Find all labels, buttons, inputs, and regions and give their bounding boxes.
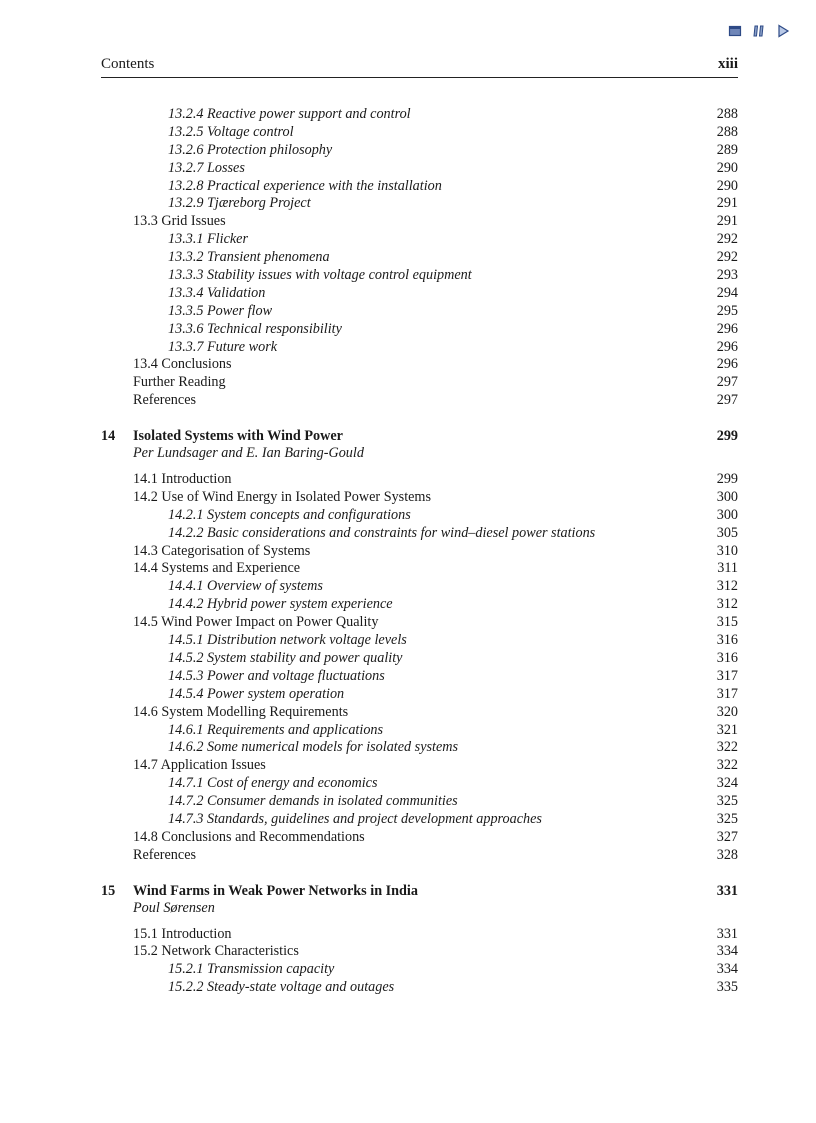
entry-title: 14.6 System Modelling Requirements bbox=[133, 703, 349, 720]
toc-subsection bbox=[101, 686, 738, 704]
toc-section bbox=[101, 489, 738, 507]
entry-title: 14.3 Categorisation of Systems bbox=[133, 542, 311, 559]
entry-title: 15.2.2 Steady-state voltage and outages bbox=[168, 979, 395, 996]
entry-title: 13.3.7 Future work bbox=[168, 338, 278, 355]
entry-page-number: 296 bbox=[716, 356, 738, 373]
entry-title: 14.2.2 Basic considerations and constraints for wind–diesel power stations bbox=[168, 524, 596, 541]
spacer bbox=[101, 410, 738, 427]
entry-page-number: 325 bbox=[716, 793, 738, 810]
entry-page-number: 297 bbox=[716, 374, 738, 391]
entry-page-number: 331 bbox=[716, 925, 738, 942]
entry-title: 15.2.1 Transmission capacity bbox=[168, 961, 335, 978]
spacer bbox=[101, 463, 738, 471]
entry-page-number: 316 bbox=[716, 632, 738, 649]
pause-icon[interactable] bbox=[752, 24, 766, 38]
entry-page-number: 290 bbox=[716, 159, 738, 176]
entry-page-number: 312 bbox=[716, 596, 738, 613]
entry-title: 14.4 Systems and Experience bbox=[133, 560, 301, 577]
toc-section bbox=[101, 356, 738, 374]
toc-subsection bbox=[101, 321, 738, 339]
entry-page-number: 288 bbox=[716, 106, 738, 122]
entry-title: 15.1 Introduction bbox=[133, 925, 232, 942]
entry-page-number: 305 bbox=[716, 524, 738, 541]
toc-subsection bbox=[101, 596, 738, 614]
entry-page-number: 322 bbox=[716, 739, 738, 756]
entry-title: 13.4 Conclusions bbox=[133, 356, 232, 373]
toc-subsection bbox=[101, 650, 738, 668]
toc-subsection bbox=[101, 507, 738, 525]
entry-title: Poul Sørensen bbox=[133, 899, 215, 916]
toc-subsection bbox=[101, 793, 738, 811]
entry-page-number: 331 bbox=[716, 882, 738, 899]
toc-subsection bbox=[101, 195, 738, 213]
toc-subsection bbox=[101, 632, 738, 650]
entry-title: 14.5.1 Distribution network voltage levels bbox=[168, 632, 407, 649]
running-head: Contents bbox=[101, 56, 155, 72]
chapter-number: 15 bbox=[101, 882, 116, 899]
toc-subsection bbox=[101, 267, 738, 285]
toc-subsection bbox=[101, 578, 738, 596]
toc-subsection bbox=[101, 285, 738, 303]
toc-subsection bbox=[101, 303, 738, 321]
entry-title: Further Reading bbox=[133, 374, 226, 391]
page-icon[interactable] bbox=[728, 24, 742, 38]
entry-page-number: 289 bbox=[716, 141, 738, 158]
entry-page-number: 320 bbox=[716, 703, 738, 720]
entry-page-number: 327 bbox=[716, 828, 738, 845]
entry-title: 15.2 Network Characteristics bbox=[133, 943, 299, 960]
entry-title: 14.2 Use of Wind Energy in Isolated Power Systems bbox=[133, 488, 431, 505]
entry-title: 14.6.2 Some numerical models for isolated systems bbox=[168, 739, 459, 756]
entry-page-number: 295 bbox=[716, 302, 738, 319]
entry-title: Per Lundsager and E. Ian Baring-Gould bbox=[133, 445, 364, 462]
entry-page-number: 291 bbox=[716, 195, 738, 212]
entry-page-number: 300 bbox=[716, 488, 738, 505]
toc-section bbox=[101, 943, 738, 961]
entry-title: 14.4.1 Overview of systems bbox=[168, 578, 323, 595]
toc-section bbox=[101, 543, 738, 561]
entry-page-number: 294 bbox=[716, 284, 738, 301]
entry-page-number: 317 bbox=[716, 667, 738, 684]
entry-page-number: 288 bbox=[716, 123, 738, 140]
entry-title: 14.5 Wind Power Impact on Power Quality bbox=[133, 614, 379, 631]
entry-page-number: 335 bbox=[716, 979, 738, 996]
toc-section bbox=[101, 213, 738, 231]
entry-title: 13.3.5 Power flow bbox=[168, 302, 273, 319]
entry-page-number: 312 bbox=[716, 578, 738, 595]
entry-page-number: 299 bbox=[716, 471, 738, 488]
entry-page-number: 310 bbox=[716, 542, 738, 559]
entry-page-number: 296 bbox=[716, 338, 738, 355]
entry-page-number: 291 bbox=[716, 213, 738, 230]
entry-page-number: 324 bbox=[716, 775, 738, 792]
entry-title: References bbox=[133, 846, 197, 863]
entry-page-number: 297 bbox=[716, 392, 738, 409]
entry-title: 13.3.4 Validation bbox=[168, 284, 266, 301]
entry-title: Wind Farms in Weak Power Networks in India bbox=[133, 882, 418, 899]
table-of-contents bbox=[101, 106, 738, 997]
entry-page-number: 299 bbox=[716, 428, 738, 445]
spacer bbox=[101, 865, 738, 882]
entry-page-number: 322 bbox=[716, 757, 738, 774]
entry-title: 13.3 Grid Issues bbox=[133, 213, 226, 230]
entry-page-number: 334 bbox=[716, 943, 738, 960]
toc-section bbox=[101, 374, 738, 392]
toc-section bbox=[101, 926, 738, 944]
toc-subsection bbox=[101, 249, 738, 267]
viewer-toolbar bbox=[728, 24, 790, 38]
toc-subsection bbox=[101, 722, 738, 740]
entry-title: 14.7.3 Standards, guidelines and project development approaches bbox=[168, 810, 542, 827]
toc-subsection bbox=[101, 178, 738, 196]
entry-title: 13.2.7 Losses bbox=[168, 159, 245, 176]
entry-title: 13.2.5 Voltage control bbox=[168, 123, 294, 140]
entry-page-number: 292 bbox=[716, 231, 738, 248]
toc-subsection bbox=[101, 811, 738, 829]
toc-subsection bbox=[101, 775, 738, 793]
toc-subsection bbox=[101, 106, 738, 124]
toc-subsection bbox=[101, 961, 738, 979]
toc-subsection bbox=[101, 124, 738, 142]
toc-subsection bbox=[101, 525, 738, 543]
toc-section bbox=[101, 560, 738, 578]
entry-page-number: 315 bbox=[716, 614, 738, 631]
toc-section bbox=[101, 614, 738, 632]
entry-title: 14.4.2 Hybrid power system experience bbox=[168, 596, 393, 613]
entry-title: 14.6.1 Requirements and applications bbox=[168, 721, 384, 738]
entry-page-number: 321 bbox=[716, 721, 738, 738]
page-header bbox=[101, 55, 738, 78]
entry-page-number: 293 bbox=[716, 267, 738, 284]
toc-subsection bbox=[101, 979, 738, 997]
entry-page-number: 325 bbox=[716, 810, 738, 827]
toc-chapter bbox=[101, 882, 738, 900]
entry-page-number: 290 bbox=[716, 177, 738, 194]
entry-page-number: 296 bbox=[716, 320, 738, 337]
toc-section bbox=[101, 757, 738, 775]
entry-page-number: 328 bbox=[716, 846, 738, 863]
toc-section bbox=[101, 392, 738, 410]
chapter-number: 14 bbox=[101, 428, 116, 445]
entry-title: 13.3.3 Stability issues with voltage control equipment bbox=[168, 267, 472, 284]
entry-title: 13.3.1 Flicker bbox=[168, 231, 248, 248]
toc-subsection bbox=[101, 231, 738, 249]
entry-title: 14.5.2 System stability and power quality bbox=[168, 649, 403, 666]
entry-title: 14.7.1 Cost of energy and economics bbox=[168, 775, 378, 792]
entry-page-number: 300 bbox=[716, 506, 738, 523]
toc-subsection bbox=[101, 339, 738, 357]
entry-page-number: 292 bbox=[716, 249, 738, 266]
entry-title: References bbox=[133, 392, 197, 409]
entry-title: 13.2.8 Practical experience with the installation bbox=[168, 177, 442, 194]
play-icon[interactable] bbox=[776, 24, 790, 38]
page-number: xiii bbox=[717, 56, 738, 72]
toc-section bbox=[101, 471, 738, 489]
entry-page-number: 311 bbox=[717, 560, 738, 577]
toc-subsection bbox=[101, 668, 738, 686]
entry-page-number: 316 bbox=[716, 649, 738, 666]
toc-section bbox=[101, 847, 738, 865]
entry-title: Isolated Systems with Wind Power bbox=[133, 428, 343, 445]
entry-title: 13.2.9 Tjæreborg Project bbox=[168, 195, 311, 212]
entry-title: 13.2.6 Protection philosophy bbox=[168, 141, 333, 158]
toc-subsection bbox=[101, 142, 738, 160]
entry-title: 13.2.4 Reactive power support and control bbox=[168, 106, 411, 122]
toc-subsection bbox=[101, 160, 738, 178]
toc-section bbox=[101, 704, 738, 722]
entry-title: 14.5.3 Power and voltage fluctuations bbox=[168, 667, 385, 684]
entry-title: 14.7.2 Consumer demands in isolated communities bbox=[168, 793, 458, 810]
toc-chapter bbox=[101, 427, 738, 445]
entry-title: 14.1 Introduction bbox=[133, 471, 232, 488]
toc-subsection bbox=[101, 739, 738, 757]
entry-title: 14.2.1 System concepts and configurations bbox=[168, 506, 411, 523]
entry-title: 14.8 Conclusions and Recommendations bbox=[133, 828, 365, 845]
entry-title: 13.3.6 Technical responsibility bbox=[168, 320, 342, 337]
entry-title: 14.5.4 Power system operation bbox=[168, 685, 345, 702]
entry-title: 13.3.2 Transient phenomena bbox=[168, 249, 330, 266]
toc-section bbox=[101, 829, 738, 847]
entry-page-number: 317 bbox=[716, 685, 738, 702]
entry-title: 14.7 Application Issues bbox=[133, 757, 266, 774]
spacer bbox=[101, 918, 738, 926]
entry-page-number: 334 bbox=[716, 961, 738, 978]
toc-author bbox=[101, 445, 738, 463]
toc-author bbox=[101, 900, 738, 918]
